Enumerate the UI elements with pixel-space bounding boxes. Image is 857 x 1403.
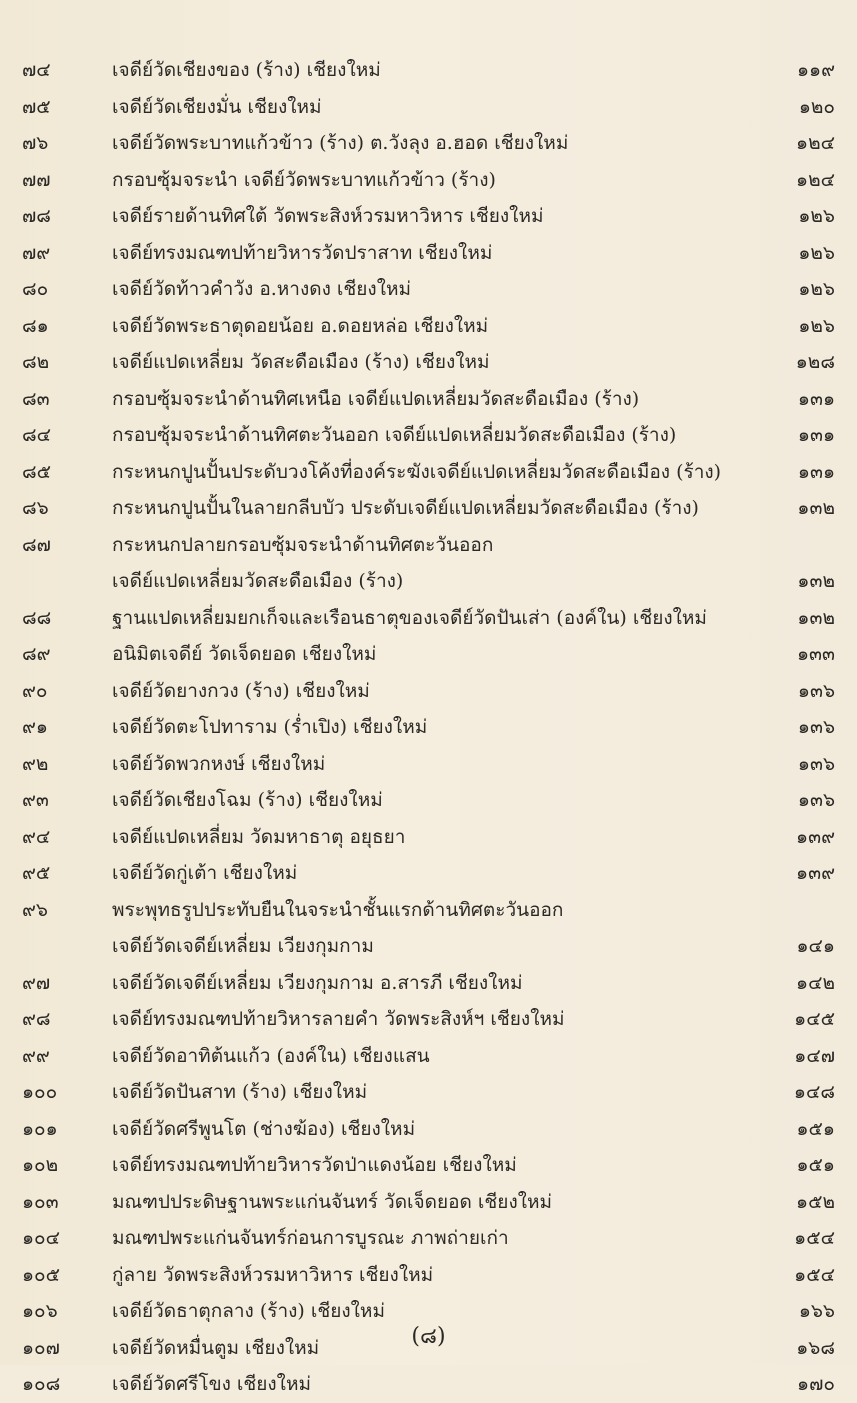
list-item	[0, 928, 857, 965]
figure-title: เจดีย์วัดตะโปทาราม (ร่ำเปิง) เชียงใหม่	[112, 716, 428, 738]
list-item	[0, 1257, 857, 1294]
figure-number: ๗๘	[22, 205, 51, 227]
figure-title: เจดีย์วัดศรีพูนโต (ช่างฆ้อง) เชียงใหม่	[112, 1117, 416, 1140]
figure-number: ๘๔	[22, 424, 52, 446]
figure-number: ๑๐๘	[22, 1373, 61, 1395]
figure-page: ๑๓๒	[797, 570, 835, 592]
list-item	[0, 892, 857, 929]
figure-number: ๑๐๕	[22, 1263, 61, 1286]
figure-title: เจดีย์ทรงมณฑปท้ายวิหารลายคำ วัดพระสิงห์ฯ เชียงใหม่	[112, 1008, 565, 1030]
figure-title: เจดีย์วัดธาตุกลาง (ร้าง) เชียงใหม่	[112, 1300, 385, 1322]
figure-number: ๑๐๑	[22, 1117, 58, 1140]
figure-title: เจดีย์ทรงมณฑปท้ายวิหารวัดปราสาท เชียงใหม่	[112, 241, 493, 264]
list-item	[0, 308, 857, 345]
figure-page: ๑๒๖	[798, 205, 835, 227]
figure-page: ๑๓๑	[797, 424, 835, 446]
figure-number: ๘๐	[22, 278, 49, 300]
figure-title: เจดีย์วัดเชียงมั่น เชียงใหม่	[112, 95, 322, 118]
figure-page: ๑๕๔	[794, 1263, 835, 1286]
figure-page: ๑๓๖	[797, 789, 835, 811]
list-item	[0, 746, 857, 783]
figure-number: ๘๗	[22, 533, 51, 556]
figure-number: ๘๘	[22, 606, 52, 629]
list-item	[0, 527, 857, 564]
figure-title: กรอบซุ้มจระนำด้านทิศตะวันออก เจดีย์แปดเหลี่ยมวัดสะดือเมือง (ร้าง)	[112, 424, 677, 446]
figure-number: ๗๕	[22, 95, 51, 118]
figure-title: เจดีย์วัดท้าวคำวัง อ.หางดง เชียงใหม่	[112, 278, 412, 300]
figure-page: ๑๓๖	[797, 679, 835, 702]
figure-number: ๘๕	[22, 460, 52, 483]
figure-list	[0, 52, 857, 1403]
figure-page: ๑๕๒	[796, 1190, 835, 1213]
figure-number: ๘๑	[22, 314, 49, 337]
figure-title: เจดีย์วัดศรีโขง เชียงใหม่	[112, 1373, 312, 1395]
figure-page: ๑๒๔	[796, 132, 835, 154]
list-item	[0, 600, 857, 637]
figure-page: ๑๕๔	[794, 1227, 835, 1249]
figure-title: มณฑปพระแก่นจันทร์ก่อนการบูรณะ ภาพถ่ายเก่า	[112, 1227, 509, 1249]
list-item	[0, 1147, 857, 1184]
figure-number: ๙๙	[22, 1044, 50, 1067]
figure-number: ๙๑	[22, 716, 48, 738]
list-item	[0, 417, 857, 454]
figure-title: ฐานแปดเหลี่ยมยกเก็จและเรือนธาตุของเจดีย์วัดปันเส่า (องค์ใน) เชียงใหม่	[112, 606, 707, 629]
figure-number: ๗๗	[22, 168, 51, 191]
figure-title: มณฑปประดิษฐานพระแก่นจันทร์ วัดเจ็ดยอด เชียงใหม่	[112, 1190, 553, 1213]
list-item	[0, 636, 857, 673]
figure-page: ๑๓๙	[796, 862, 835, 884]
list-item	[0, 855, 857, 892]
figure-page: ๑๓๙	[796, 825, 835, 848]
figure-page: ๑๓๒	[797, 606, 835, 629]
figure-page: ๑๕๑	[796, 1154, 835, 1176]
figure-number: ๙๒	[22, 752, 49, 775]
figure-title: กรอบซุ้มจระนำด้านทิศเหนือ เจดีย์แปดเหลี่ยมวัดสะดือเมือง (ร้าง)	[112, 387, 640, 410]
figure-number: ๘๓	[22, 387, 50, 410]
list-item	[0, 709, 857, 746]
list-item	[0, 52, 857, 89]
list-item	[0, 1184, 857, 1221]
figure-number: ๑๐๐	[22, 1081, 58, 1103]
figure-number: ๙๕	[22, 862, 51, 884]
figure-title: กู่ลาย วัดพระสิงห์วรมหาวิหาร เชียงใหม่	[112, 1263, 434, 1286]
figure-number: ๙๓	[22, 789, 49, 811]
figure-page: ๑๓๒	[797, 497, 835, 519]
figure-number: ๑๐๓	[22, 1190, 59, 1213]
figure-title: กระหนกปูนปั้นในลายกลีบบัว ประดับเจดีย์แปดเหลี่ยมวัดสะดือเมือง (ร้าง)	[112, 497, 699, 519]
figure-page: ๑๖๘	[796, 1336, 835, 1359]
figure-page: ๑๒๘	[795, 351, 835, 373]
figure-page: ๑๓๑	[797, 460, 835, 483]
list-item	[0, 454, 857, 491]
list-item	[0, 1111, 857, 1148]
figure-title: เจดีย์แปดเหลี่ยมวัดสะดือเมือง (ร้าง)	[112, 570, 404, 592]
figure-page: ๑๒๖	[798, 314, 835, 337]
figure-number: ๑๐๖	[22, 1300, 58, 1322]
figure-number: ๙๖	[22, 898, 48, 921]
figure-number: ๙๗	[22, 971, 51, 994]
list-item	[0, 125, 857, 162]
figure-number: ๙๔	[22, 825, 51, 848]
figure-title: เจดีย์วัดอาทิต้นแก้ว (องค์ใน) เชียงแสน	[112, 1044, 430, 1067]
figure-number: ๗๙	[22, 241, 51, 264]
figure-page: ๑๓๑	[797, 387, 835, 410]
list-item	[0, 1001, 857, 1038]
list-item	[0, 563, 857, 600]
figure-page: ๑๔๗	[794, 1044, 835, 1067]
figure-page: ๑๓๖	[797, 752, 835, 775]
figure-number: ๘๙	[22, 643, 51, 665]
figure-page: ๑๒๔	[796, 168, 835, 191]
figure-number: ๑๐๔	[22, 1227, 61, 1249]
figure-page: ๑๗๐	[797, 1373, 835, 1395]
list-item	[0, 819, 857, 856]
figure-page: ๑๒๖	[798, 278, 835, 300]
list-item	[0, 490, 857, 527]
list-item	[0, 673, 857, 710]
figure-title: เจดีย์แปดเหลี่ยม วัดมหาธาตุ อยุธยา	[112, 825, 406, 848]
figure-title: เจดีย์วัดพระธาตุดอยน้อย อ.ดอยหล่อ เชียงใหม่	[112, 314, 489, 337]
list-item	[0, 1220, 857, 1257]
figure-page: ๑๖๖	[798, 1300, 835, 1322]
list-item	[0, 235, 857, 272]
figure-title: เจดีย์วัดเจดีย์เหลี่ยม เวียงกุมกาม อ.สารภี เชียงใหม่	[112, 971, 523, 994]
figure-title: เจดีย์วัดกู่เต้า เชียงใหม่	[112, 862, 298, 884]
figure-page: ๑๓๓	[796, 643, 835, 665]
figure-number: ๙๐	[22, 679, 48, 702]
figure-page: ๑๔๕	[794, 1008, 835, 1030]
figure-title: เจดีย์วัดปันสาท (ร้าง) เชียงใหม่	[112, 1081, 368, 1103]
figure-page: ๑๔๑	[796, 935, 835, 957]
figure-page: ๑๔๘	[793, 1081, 835, 1103]
list-item	[0, 381, 857, 418]
figure-title: กระหนกปูนปั้นประดับวงโค้งที่องค์ระฆังเจดีย์แปดเหลี่ยมวัดสะดือเมือง (ร้าง)	[112, 460, 722, 483]
figure-number: ๘๖	[22, 497, 49, 519]
list-item	[0, 89, 857, 126]
figure-title: พระพุทธรูปประทับยืนในจระนำชั้นแรกด้านทิศตะวันออก	[112, 898, 564, 921]
list-item	[0, 782, 857, 819]
list-item	[0, 162, 857, 199]
figure-title: เจดีย์วัดพระบาทแก้วข้าว (ร้าง) ต.วังลุง อ.ฮอด เชียงใหม่	[112, 132, 569, 154]
figure-title: เจดีย์ทรงมณฑปท้ายวิหารวัดป่าแดงน้อย เชียงใหม่	[112, 1154, 517, 1176]
figure-title: กรอบซุ้มจระนำ เจดีย์วัดพระบาทแก้วข้าว (ร้าง)	[112, 168, 496, 191]
list-item	[0, 344, 857, 381]
list-item	[0, 1366, 857, 1403]
list-item	[0, 198, 857, 235]
list-item	[0, 1074, 857, 1111]
list-item	[0, 965, 857, 1002]
figure-number: ๑๐๒	[22, 1154, 59, 1176]
figure-number: ๑๐๗	[22, 1336, 60, 1359]
figure-title: เจดีย์วัดเชียงโฉม (ร้าง) เชียงใหม่	[112, 789, 383, 811]
figure-page: ๑๒๐	[798, 95, 835, 118]
figure-title: เจดีย์วัดยางกวง (ร้าง) เชียงใหม่	[112, 679, 370, 702]
figure-title: อนิมิตเจดีย์ วัดเจ็ดยอด เชียงใหม่	[112, 643, 377, 665]
figure-title: เจดีย์วัดเจดีย์เหลี่ยม เวียงกุมกาม	[112, 935, 374, 957]
figure-page: ๑๒๖	[798, 241, 835, 264]
figure-page: ๑๕๑	[796, 1117, 835, 1140]
list-item	[0, 271, 857, 308]
figure-number: ๘๒	[22, 351, 50, 373]
figure-title: เจดีย์วัดเชียงของ (ร้าง) เชียงใหม่	[112, 59, 381, 81]
figure-page: ๑๑๙	[796, 59, 835, 81]
list-item	[0, 1038, 857, 1075]
figure-title: เจดีย์วัดหมื่นตูม เชียงใหม่	[112, 1336, 320, 1359]
figure-title: เจดีย์วัดพวกหงษ์ เชียงใหม่	[112, 752, 326, 775]
figure-title: เจดีย์รายด้านทิศใต้ วัดพระสิงห์วรมหาวิหาร เชียงใหม่	[112, 205, 544, 227]
figure-title: กระหนกปลายกรอบซุ้มจระนำด้านทิศตะวันออก	[112, 533, 494, 556]
figure-page: ๑๓๖	[797, 716, 835, 738]
figure-page: ๑๔๒	[796, 971, 835, 994]
page-number: (๘)	[411, 1324, 446, 1349]
figure-number: ๗๔	[22, 59, 51, 81]
figure-title: เจดีย์แปดเหลี่ยม วัดสะดือเมือง (ร้าง) เชียงใหม่	[112, 351, 490, 373]
figure-number: ๙๘	[22, 1008, 51, 1030]
figure-number: ๗๖	[22, 132, 49, 154]
